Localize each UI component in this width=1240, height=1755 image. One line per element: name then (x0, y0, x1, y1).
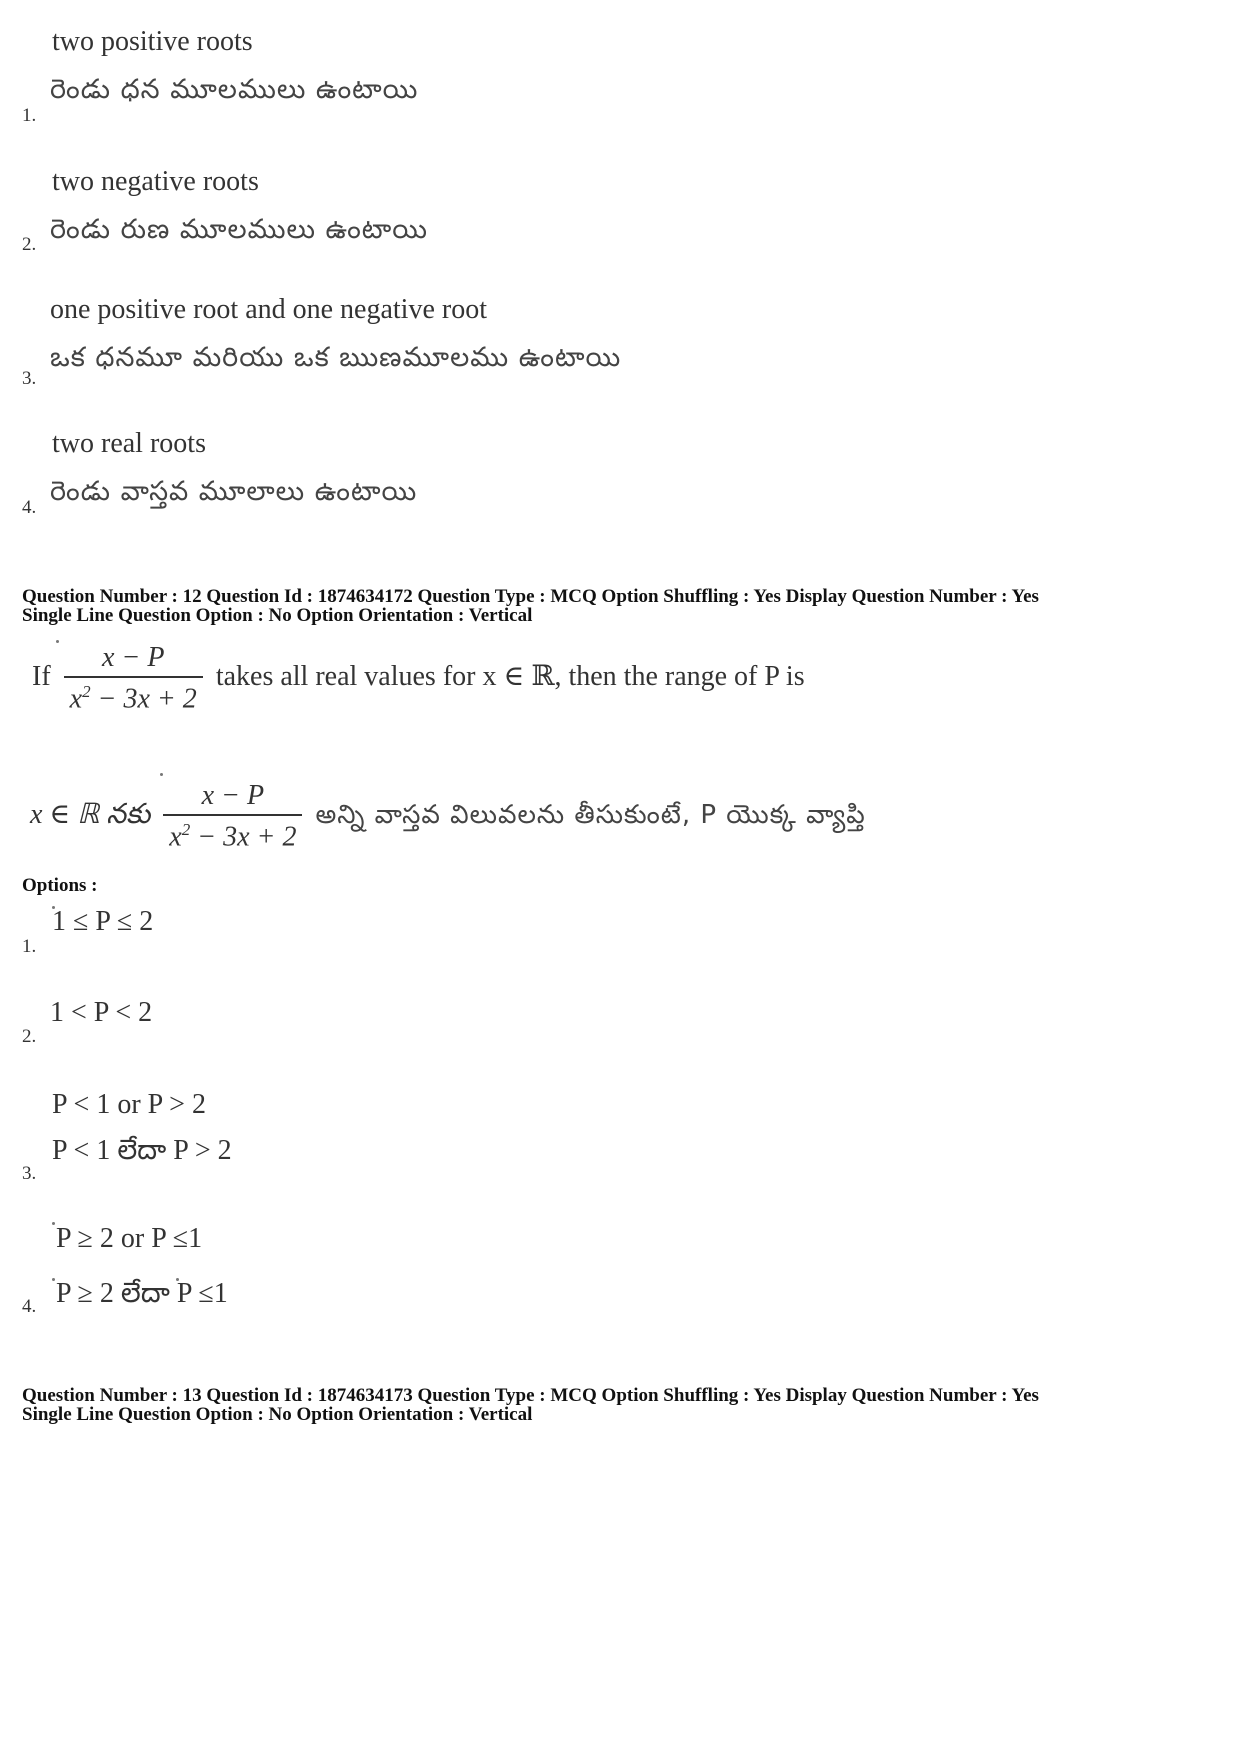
q12-option-3-telugu: P < 1 లేదా P > 2 (52, 1135, 232, 1166)
prev-option-1-telugu: రెండు ధన మూలములు ఉంటాయి (50, 74, 419, 105)
q12-option-2-number: 2. (22, 1026, 37, 1047)
q12-option-2-english: 1 < P < 2 (50, 997, 153, 1028)
q12-option-4-number: 4. (22, 1296, 37, 1317)
q12-option-1-english: 1 ≤ P ≤ 2 (52, 906, 154, 937)
prev-option-2-telugu: రెండు రుణ మూలములు ఉంటాయి (50, 214, 429, 245)
speck-mark (160, 773, 163, 776)
options-label: Options : (22, 875, 98, 896)
prev-option-3-english: one positive root and one negative root (50, 294, 487, 325)
q12-option-3-english: P < 1 or P > 2 (52, 1089, 206, 1120)
q12-fraction-numerator: x − P (64, 642, 203, 678)
q12-telugu-suffix: అన్ని వాస్తవ విలువలను తీసుకుంటే, P యొక్క వ్యాప్తి (315, 800, 866, 831)
prev-option-2-english: two negative roots (52, 166, 259, 197)
q12-meta-line-1: Question Number : 12 Question Id : 1874634172 Question Type : MCQ Option Shuffling : Yes Display Question Number : Yes (22, 586, 1039, 607)
q12-option-4-telugu: P ≥ 2 లేదా P ≤1 (56, 1278, 228, 1309)
prev-option-3-number: 3. (22, 368, 37, 389)
q12-telugu-question (30, 780, 866, 853)
q12-fraction-numerator-telugu: x − P (163, 780, 302, 816)
prev-option-4-number: 4. (22, 497, 37, 518)
q12-fraction-english (64, 642, 203, 715)
speck-mark (52, 1222, 55, 1225)
q12-fraction-denominator-telugu: $x^2 - 3x + 2$ (169, 820, 297, 853)
q12-fraction-denominator: $x^2 - 3x + 2$ (69, 682, 197, 715)
q12-option-3-number: 3. (22, 1163, 37, 1184)
q12-option-1-number: 1. (22, 936, 37, 957)
prev-option-1-number: 1. (22, 105, 37, 126)
q12-option-4-english: P ≥ 2 or P ≤1 (56, 1223, 203, 1254)
q13-meta-line-2: Single Line Question Option : No Option Orientation : Vertical (22, 1404, 533, 1425)
prev-option-4-english: two real roots (52, 428, 206, 459)
q12-fraction-telugu (163, 780, 302, 853)
q12-english-prefix: If (32, 661, 51, 693)
prev-option-4-telugu: రెండు వాస్తవ మూలాలు ఉంటాయి (50, 476, 418, 507)
prev-option-2-number: 2. (22, 234, 37, 255)
prev-option-3-telugu: ఒక ధనమూ మరియు ఒక ఋణమూలము ఉంటాయి (50, 342, 622, 373)
prev-option-1-english: two positive roots (52, 26, 253, 57)
q13-meta-line-1: Question Number : 13 Question Id : 1874634173 Question Type : MCQ Option Shuffling : Yes Display Question Number : Yes (22, 1385, 1039, 1406)
speck-mark (52, 1278, 55, 1281)
q12-english-question (32, 642, 805, 715)
q12-english-suffix: takes all real values for x ∈ ℝ, then the range of P is (215, 661, 805, 693)
q12-telugu-prefix: x ∈ ℝ నకు (30, 799, 151, 831)
q12-meta-line-2: Single Line Question Option : No Option Orientation : Vertical (22, 605, 533, 626)
